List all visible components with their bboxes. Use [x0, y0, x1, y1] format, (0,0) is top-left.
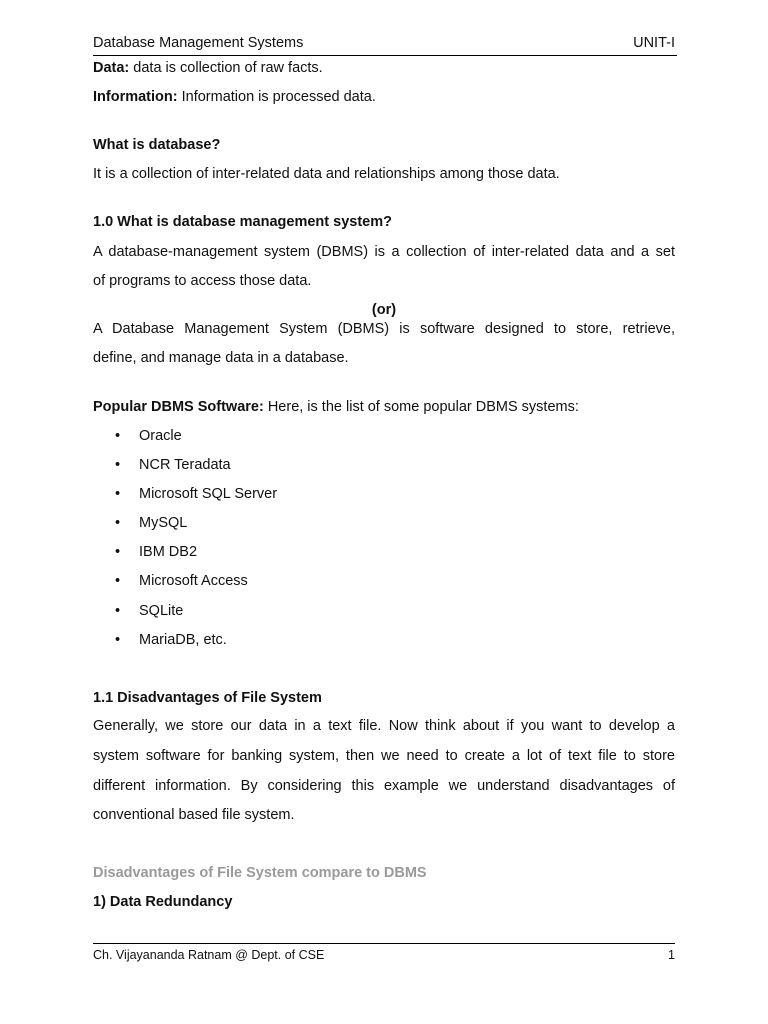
- what-is-database-heading: What is database?: [93, 137, 221, 153]
- list-item: • NCR Teradata: [115, 457, 231, 473]
- bullet-icon: •: [115, 486, 121, 502]
- compare-heading: Disadvantages of File System compare to DBMS: [93, 865, 427, 881]
- data-text: data is collection of raw facts.: [129, 60, 323, 76]
- information-text: Information is processed data.: [177, 89, 376, 105]
- footer-rule: [93, 943, 675, 944]
- bullet-icon: •: [115, 428, 121, 444]
- what-is-database-text: It is a collection of inter-related data and relationships among those data.: [93, 166, 560, 182]
- bullet-icon: •: [115, 457, 121, 473]
- list-item: • IBM DB2: [115, 544, 198, 560]
- bullet-icon: •: [115, 515, 121, 531]
- information-label: Information:: [93, 89, 178, 105]
- bullet-icon: •: [115, 544, 121, 560]
- popular-dbms-text: Here, is the list of some popular DBMS systems:: [263, 399, 579, 415]
- list-item: • Microsoft SQL Server: [115, 486, 278, 502]
- list-item: • MySQL: [115, 515, 188, 531]
- dbms-para2-line2: define, and manage data in a database.: [93, 350, 349, 366]
- file-system-line2: system software for banking system, then we need to create a lot of text file to store: [93, 748, 675, 764]
- data-redundancy-heading: 1) Data Redundancy: [93, 894, 233, 910]
- file-system-line1: Generally, we store our data in a text file. Now think about if you want to develop a: [93, 718, 675, 734]
- data-label: Data:: [93, 60, 130, 76]
- dbms-heading: 1.0 What is database management system?: [93, 214, 392, 230]
- footer-author: Ch. Vijayananda Ratnam @ Dept. of CSE: [93, 948, 325, 962]
- dbms-para1-line1: A database-management system (DBMS) is a collection of inter-related data and a set: [93, 244, 675, 260]
- file-system-line4: conventional based file system.: [93, 807, 295, 823]
- popular-dbms-label: Popular DBMS Software:: [93, 399, 264, 415]
- page-number: 1: [668, 948, 675, 962]
- list-item: • SQLite: [115, 603, 184, 619]
- bullet-icon: •: [115, 632, 121, 648]
- dbms-para1-line2: of programs to access those data.: [93, 273, 312, 289]
- list-item: • MariaDB, etc.: [115, 632, 227, 648]
- or-separator: (or): [371, 302, 397, 318]
- data-definition: [93, 58, 675, 78]
- header-rule: [93, 55, 677, 56]
- header-unit: UNIT-I: [633, 35, 675, 51]
- file-system-line3: different information. By considering this example we understand disadvantages of: [93, 778, 675, 794]
- dbms-para2-line1: A Database Management System (DBMS) is software designed to store, retrieve,: [93, 321, 675, 337]
- header-title: Database Management Systems: [93, 35, 304, 51]
- bullet-icon: •: [115, 573, 121, 589]
- list-item: • Oracle: [115, 428, 182, 444]
- list-item: • Microsoft Access: [115, 573, 248, 589]
- information-definition: [93, 87, 675, 107]
- popular-dbms-intro: [93, 397, 675, 417]
- bullet-icon: •: [115, 603, 121, 619]
- file-system-heading: 1.1 Disadvantages of File System: [93, 690, 322, 706]
